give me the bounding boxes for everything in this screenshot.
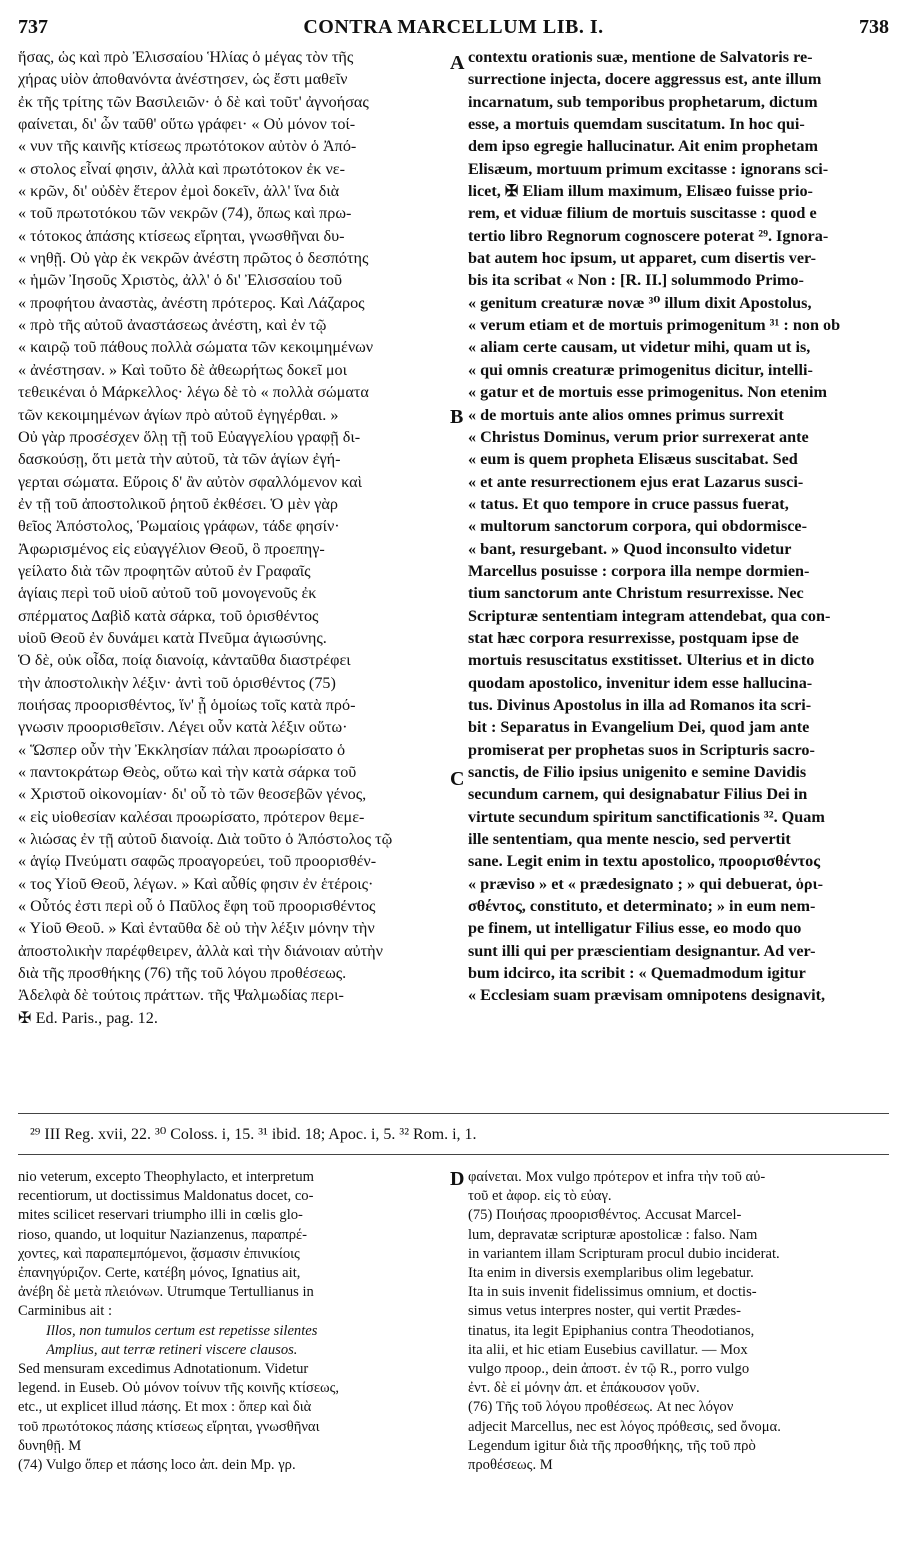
text-line: « πρὸ τῆς αὐτοῦ ἀναστάσεως ἀνέστη, καὶ ἐν τῷ: [18, 316, 327, 335]
text-line: bis ita scribat « Non : [R. II.] solummodo Primo-: [468, 271, 804, 290]
left-page-number: 737: [18, 16, 48, 38]
text-line: « gatur et de mortuis esse primogenitus. Non etenim: [468, 383, 827, 402]
greek-text-column: [18, 46, 450, 1029]
notes-rule: [18, 1154, 889, 1155]
text-line: γερται σώματα. Εὕροις δ' ἂν αὐτὸν σφαλλόμενον καὶ: [18, 472, 362, 491]
text-line: « genitum creaturæ novæ ³⁰ illum dixit Apostolus,: [468, 293, 812, 312]
text-line: « verum etiam et de mortuis primogenitum ³¹ : non ob: [468, 316, 841, 335]
text-line: ἁγίαις περὶ τοῦ υἱοῦ αὐτοῦ τοῦ μονογενοῦς ἐκ: [18, 584, 317, 603]
text-line: Carminibus ait :: [18, 1303, 113, 1320]
text-line: « τοῦ πρωτοτόκου τῶν νεκρῶν (74), ὅπως καὶ πρω-: [18, 204, 352, 223]
footnotes: ²⁹ III Reg. xvii, 22. ³⁰ Coloss. i, 15. ³¹ ibid. 18; Apoc. i, 5. ³² Rom. i, 1.: [30, 1126, 477, 1143]
text-line: χήρας υἱὸν ἀποθανόντα ἀνέστησεν, ὡς ἔστι μαθεῖν: [18, 70, 348, 89]
text-line: « Ecclesiam suam prævisam omnipotens designavit,: [468, 986, 826, 1005]
text-line: τοῦ πρωτότοκος πάσης κτίσεως εἴρηται, γνωσθῆναι: [18, 1418, 320, 1435]
text-line: υἱοῦ Θεοῦ ἐν δυνάμει κατὰ Πνεῦμα ἁγιωσύνης.: [18, 628, 327, 647]
running-header: [18, 16, 889, 42]
text-line: δυνηθῇ. M: [18, 1437, 82, 1454]
text-line: ἀποστολικὴν παρέφθειρεν, ἀλλὰ καὶ τὴν διάνοιαν αὐτὴν: [18, 941, 383, 960]
text-line: « Χριστοῦ οἰκονομίαν· δι' οὗ τὸ τῶν θεοσεβῶν γένος,: [18, 785, 367, 804]
text-line: « et ante resurrectionem ejus erat Lazarus susci-: [468, 472, 804, 491]
text-line: (75) Ποιήσας προορισθέντος. Accusat Marcel-: [468, 1207, 742, 1224]
text-line: ἐντ. δὲ εἰ μόνην ἀπ. et ἐπάκουσον γοῦν.: [468, 1380, 700, 1397]
text-line: tertio libro Regnorum cognoscere poterat ²⁹. Ignora-: [468, 226, 829, 245]
text-line: σπέρματος Δαβὶδ κατὰ σάρκα, τοῦ ὁρισθέντος: [18, 606, 319, 625]
text-line: recentiorum, ut doctissimus Maldonatus docet, co-: [18, 1188, 314, 1205]
text-line: θεῖος Ἀπόστολος, Ῥωμαίοις γράφων, τάδε φησίν·: [18, 517, 340, 536]
text-line: Elisæum, mortuum primum excitasse : ignorans sci-: [468, 159, 829, 178]
text-line: in variantem illam Scripturam procul dubio inciderat.: [468, 1245, 780, 1262]
text-line: ἥσας, ὡς καὶ πρὸ Ἐλισσαίου Ἡλίας ὁ μέγας τὸν τῆς: [18, 48, 354, 66]
text-line: Ita in suis invenit fidelissimus omnium, et doctis-: [468, 1284, 757, 1301]
text-line: « νυν τῆς καινῆς κτίσεως πρωτότοκον αὐτὸν ὁ Ἀπό-: [18, 137, 357, 156]
text-line: σθέντος, constituto, et determinato; » in eum nem-: [468, 897, 816, 916]
text-line: tinatus, ita legit Epiphanius contra Theodotianos,: [468, 1322, 755, 1339]
running-title: CONTRA MARCELLUM LIB. I.: [303, 16, 604, 38]
text-line: τὴν ἀποστολικὴν λέξιν· ἀντὶ τοῦ ὁρισθέντος (75): [18, 673, 336, 692]
notes-left-block: [18, 1168, 450, 1322]
text-line: adjecit Marcellus, nec est λόγος πρόθεσις, sed ὄνομα.: [468, 1418, 781, 1435]
text-line: ille sententiam, qua mente nescio, sed pervertit: [468, 830, 791, 849]
text-line: incarnatum, sub temporibus prophetarum, dictum: [468, 92, 818, 111]
text-line: promiserat per prophetas suos in Scripturis sacro-: [468, 740, 815, 759]
text-line: (76) Τῆς τοῦ λόγου προθέσεως. At nec λόγον: [468, 1399, 734, 1416]
verse-quotation: [18, 1322, 450, 1360]
text-line: τεθεικέναι ὁ Μάρκελλος· λέγω δὲ τὸ « πολλὰ σώματα: [18, 383, 369, 402]
text-line: ✠ Ed. Paris., pag. 12.: [18, 1008, 158, 1027]
text-line: « εἰς υἱοθεσίαν καλέσαι προωρίσατο, πρότερον θεμε-: [18, 807, 365, 826]
text-line: sane. Legit enim in textu apostolico, προορισθέντος: [468, 852, 821, 871]
text-line: bit : Separatus in Evangelium Dei, quod jam ante: [468, 718, 810, 737]
text-line: sunt illi qui per præscientiam designantur. Ad ver-: [468, 941, 816, 960]
text-line: « καιρῷ τοῦ πάθους πολλὰ σώματα τῶν κεκοιμημένων: [18, 338, 374, 357]
right-page-number: 738: [859, 16, 889, 38]
text-line: « præviso » et « prædesignato ; » qui debuerat, ὁρι-: [468, 874, 823, 893]
text-line: γνωσιν προορισθεῖσιν. Λέγει οὖν κατὰ λέξιν οὕτω·: [18, 718, 348, 737]
text-line: « στολος εἶναί φησιν, ἀλλὰ καὶ πρωτότοκον ἐκ νε-: [18, 159, 345, 178]
notes-left-block-2: [18, 1360, 450, 1475]
text-line: « qui omnis creaturæ primogenitus dicitur, intelli-: [468, 360, 813, 379]
text-line: mites scilicet reservari triumpho illi in cœlis glo-: [18, 1207, 303, 1224]
text-line: Οὐ γὰρ προσέσχεν ὅλῃ τῇ τοῦ Εὐαγγελίου γραφῇ δι-: [18, 427, 361, 446]
text-line: licet, ✠ Eliam illum maximum, Elisæo fuisse prio-: [468, 182, 813, 201]
text-line: « aliam certe causam, ut videtur mihi, quam ut is,: [468, 338, 811, 357]
text-line: ἐπανηγύριζον. Certe, κατέβη μόνος, Ignatius ait,: [18, 1265, 301, 1282]
text-line: « Οὗτός ἐστι περὶ οὗ ὁ Παῦλος ἔφη τοῦ προορισθέντος: [18, 897, 376, 916]
text-line: stat hæc corpora resurrexisse, postquam ipse de: [468, 628, 799, 647]
text-line: « ἡμῶν Ἰησοῦς Χριστὸς, ἀλλ' ὁ δι' Ἐλισσαίου τοῦ: [18, 271, 343, 290]
text-line: « ἁγίῳ Πνεύματι σαφῶς προαγορεύει, τοῦ προορισθέν-: [18, 852, 377, 871]
text-line: ἐν τῇ τοῦ ἀποστολικοῦ ῥητοῦ ἐκθέσει. Ὁ μὲν γὰρ: [18, 494, 338, 513]
text-line: Amplius, aut terræ retineri viscere clausos.: [46, 1341, 298, 1358]
section-marker-a: A: [450, 52, 465, 74]
text-line: contextu orationis suæ, mentione de Salvatoris re-: [468, 48, 813, 66]
section-marker-c: C: [450, 768, 465, 790]
text-line: ποιήσας προορισθέντος, ἵν' ᾖ ὁμοίως τοῖς κατὰ πρό-: [18, 695, 356, 714]
text-line: legend. in Euseb. Οὐ μόνον τοίνυν τῆς κοινῆς κτίσεως,: [18, 1380, 340, 1397]
text-line: dem ipso egregie hallucinatur. Ait enim prophetam: [468, 137, 818, 156]
text-line: Ἀφωρισμένος εἰς εὐαγγέλιον Θεοῦ, ὃ προεπηγ-: [18, 539, 325, 558]
notes-right-column: [468, 1168, 891, 1475]
section-marker-d: D: [450, 1168, 465, 1190]
text-line: bum idcirco, ita scribit : « Quemadmodum igitur: [468, 964, 806, 983]
text-line: virtute secundum spiritum sanctificationis ³². Quam: [468, 807, 825, 826]
text-line: Ita enim in diversis exemplaribus olim legebatur.: [468, 1265, 754, 1282]
text-line: « τος Υἱοῦ Θεοῦ, λέγων. » Καὶ αὖθίς φησιν ἐν ἑτέροις·: [18, 874, 374, 893]
text-line: Scripturæ sententiam integram attendebat, qua con-: [468, 606, 831, 625]
text-line: Illos, non tumulos certum est repetisse silentes: [46, 1322, 318, 1339]
text-line: προθέσεως. M: [468, 1457, 553, 1474]
text-line: rioso, quando, ut loquitur Nazianzenus, παραπρέ-: [18, 1226, 308, 1243]
text-line: « Ὥσπερ οὖν τὴν Ἐκκλησίαν πάλαι προωρίσατο ὁ: [18, 740, 346, 759]
text-line: « bant, resurgebant. » Quod inconsulto videtur: [468, 539, 792, 558]
text-line: Legendum igitur διὰ τῆς προσθήκης, τῆς τοῦ πρὸ: [468, 1437, 756, 1454]
text-line: lum, depravatæ scripturæ apostolicæ : falso. Nam: [468, 1226, 758, 1243]
text-line: « νηθῇ. Οὐ γὰρ ἐκ νεκρῶν ἀνέστη πρῶτος ὁ δεσπότης: [18, 249, 369, 268]
text-line: ἀνέβη δὲ μετὰ πλειόνων. Utrumque Tertullianus in: [18, 1284, 314, 1301]
text-line: τοῦ et ἀφορ. εἰς τὸ εὐαγ.: [468, 1188, 612, 1205]
text-line: sanctis, de Filio ipsius unigenito e semine Davidis: [468, 763, 807, 781]
text-line: « κρῶν, δι' οὐδὲν ἕτερον ἐμοὶ δοκεῖν, ἀλλ' ἵνα διὰ: [18, 182, 340, 201]
text-line: pe finem, ut intelligatur Filius esse, eo modo quo: [468, 919, 802, 938]
text-line: « τότοκος ἁπάσης κτίσεως εἴρηται, γνωσθῆναι δυ-: [18, 226, 345, 245]
text-line: ita alii, et hic etiam Eusebius cavillatur. — Mox: [468, 1341, 748, 1358]
text-line: διὰ τῆς προσθήκης (76) τῆς τοῦ λόγου προθέσεως.: [18, 964, 347, 983]
text-line: « de mortuis ante alios omnes primus surrexit: [468, 405, 784, 424]
text-line: rem, et viduæ filium de mortuis suscitasse : quod e: [468, 204, 817, 223]
text-line: δασκούσῃ, ὅτι μετὰ τὴν αὐτοῦ, τὰ τῶν ἁγίων ἐγή-: [18, 450, 341, 469]
text-line: vulgo προορ., dein ἀποστ. ἐν τῷ R., porro vulgo: [468, 1361, 750, 1378]
text-line: tus. Divinus Apostolus in illa ad Romanos ita scri-: [468, 695, 812, 714]
text-line: Ἀδελφὰ δὲ τούτοις πράττων. τῆς Ψαλμωδίας περι-: [18, 986, 344, 1005]
text-line: Sed mensuram excedimus Adnotationum. Videtur: [18, 1361, 309, 1378]
footnote-rule: [18, 1113, 889, 1114]
text-line: γείλατο διὰ τῶν προφητῶν αὐτοῦ ἐν Γραφαῖς: [18, 561, 311, 580]
text-line: « λιώσας ἐν τῇ αὐτοῦ διανοίᾳ. Διὰ τοῦτο ὁ Ἀπόστολος τῷ: [18, 830, 393, 849]
text-line: « ἀνέστησαν. » Καὶ τοῦτο δὲ ἀθεωρήτως δοκεῖ μοι: [18, 360, 347, 379]
text-line: ἐκ τῆς τρίτης τῶν Βασιλειῶν· ὁ δὲ καὶ τοῦτ' ἀγνοήσας: [18, 92, 369, 111]
notes-left-column: [18, 1168, 450, 1475]
text-line: « multorum sanctorum corpora, qui obdormisce-: [468, 517, 808, 536]
text-line: (74) Vulgo ὅπερ et πάσης loco ἀπ. dein Mp. γρ.: [18, 1457, 296, 1474]
latin-translation-column: [468, 46, 891, 1007]
text-line: secundum carnem, qui designabatur Filius Dei in: [468, 785, 808, 804]
text-line: simus vetus interpres noster, qui vertit Prædes-: [468, 1303, 742, 1320]
text-line: Marcellus posuisse : corpora illa nempe dormien-: [468, 561, 810, 580]
text-line: « Υἱοῦ Θεοῦ. » Καὶ ἐνταῦθα δὲ οὐ τὴν λέξιν μόνην τὴν: [18, 919, 375, 938]
text-line: quodam apostolico, invenitur idem esse hallucina-: [468, 673, 813, 692]
text-line: « Christus Dominus, verum prior surrexerat ante: [468, 427, 809, 446]
text-line: « προφήτου ἀναστὰς, ἀνέστη πρότερος. Καὶ Λάζαρος: [18, 293, 365, 312]
text-line: τῶν κεκοιμημένων ἁγίων πρὸ αὐτοῦ ἐγηγέρθαι. »: [18, 405, 339, 424]
text-line: tium sanctorum ante Christum resurrexisse. Nec: [468, 584, 804, 603]
section-marker-b: B: [450, 406, 464, 428]
text-line: bat autem hoc ipsum, ut apparet, cum disertis ver-: [468, 249, 817, 268]
text-line: « παντοκράτωρ Θεὸς, οὕτω καὶ τὴν κατὰ σάρκα τοῦ: [18, 763, 357, 781]
text-line: nio veterum, excepto Theophylacto, et interpretum: [18, 1169, 314, 1185]
text-line: φαίνεται. Mox vulgo πρότερον et infra τὴν τοῦ αὐ-: [468, 1169, 766, 1185]
text-line: esse, a mortuis quemdam suscitatum. In hoc qui-: [468, 115, 805, 134]
text-line: etc., ut explicet illud πάσης. Et mox : ὅπερ καὶ διὰ: [18, 1399, 312, 1416]
text-line: φαίνεται, δι' ὧν ταῦθ' οὕτω γράφει· « Οὐ μόνον τοί-: [18, 115, 356, 134]
text-line: χοντες, καὶ παραπεμπόμενοι, ᾄσμασιν ἐπινικίοις: [18, 1245, 300, 1262]
text-line: Ὁ δὲ, οὐκ οἶδα, ποίᾳ διανοίᾳ, κἀνταῦθα διαστρέφει: [18, 651, 351, 670]
text-line: surrectione injecta, docere aggressus est, ante illum: [468, 70, 822, 89]
text-line: mortuis resuscitatus exstitisset. Ulterius et in dicto: [468, 651, 815, 670]
text-line: « tatus. Et quo tempore in cruce passus fuerat,: [468, 494, 789, 513]
text-line: « eum is quem propheta Elisæus suscitabat. Sed: [468, 450, 798, 469]
